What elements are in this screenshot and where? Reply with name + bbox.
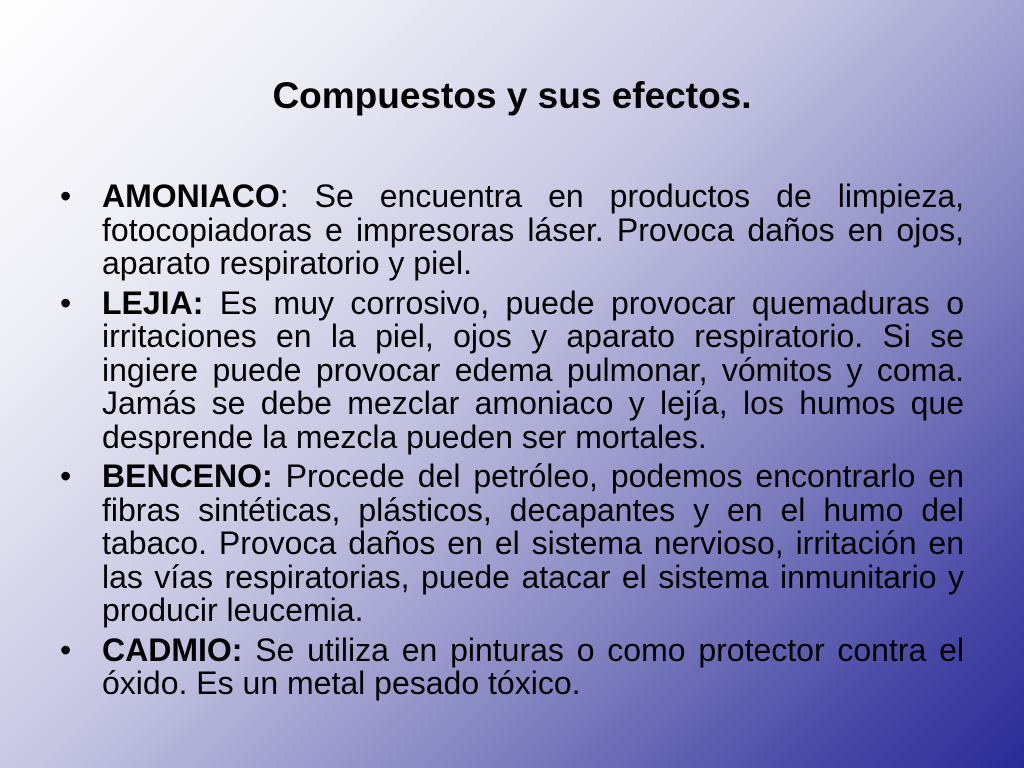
bullet-description: Procede del petróleo, podemos encontrarlo en fibras sintéticas, plásticos, decapantes y en el humo del tabaco. Provoca daños en el sistema nervioso, irritación en las vías respiratorias, puede atacar el sistema inmunitario y producir leucemia. bbox=[102, 458, 964, 628]
bullet-item-amoniaco bbox=[60, 180, 964, 281]
bullet-term: LEJIA: bbox=[102, 284, 204, 321]
bullet-icon: • bbox=[60, 458, 72, 494]
bullet-text bbox=[102, 180, 964, 281]
bullet-text bbox=[102, 284, 964, 455]
bullet-item-cadmio bbox=[60, 631, 964, 701]
bullet-text bbox=[102, 460, 964, 628]
slide-title: Compuestos y sus efectos. bbox=[272, 75, 752, 116]
bullet-icon: • bbox=[60, 284, 72, 321]
bullet-list bbox=[60, 180, 964, 707]
bullet-icon: • bbox=[60, 178, 72, 214]
bullet-term: CADMIO: bbox=[102, 631, 243, 668]
bullet-text bbox=[102, 631, 964, 701]
bullet-item-lejia bbox=[60, 284, 964, 455]
bullet-term: BENCENO: bbox=[102, 458, 273, 494]
bullet-description: Es muy corrosivo, puede provocar quemaduras o irritaciones en la piel, ojos y aparato respiratorio. Si se ingiere puede provocar edema pulmonar, vómitos y coma. Jamás se debe mezclar amoniaco y lejía, los humos que desprende la mezcla pueden ser mortales. bbox=[102, 284, 964, 455]
bullet-term: AMONIACO bbox=[102, 178, 280, 214]
bullet-icon: • bbox=[60, 631, 72, 668]
bullet-description: Se encuentra en productos de limpieza, fotocopiadoras e impresoras láser. Provoca daños en ojos, aparato respiratorio y piel. bbox=[102, 178, 964, 281]
bullet-separator: : bbox=[279, 178, 289, 214]
bullet-description: Se utiliza en pinturas o como protector contra el óxido. Es un metal pesado tóxico. bbox=[102, 631, 964, 701]
bullet-item-benceno bbox=[60, 460, 964, 628]
